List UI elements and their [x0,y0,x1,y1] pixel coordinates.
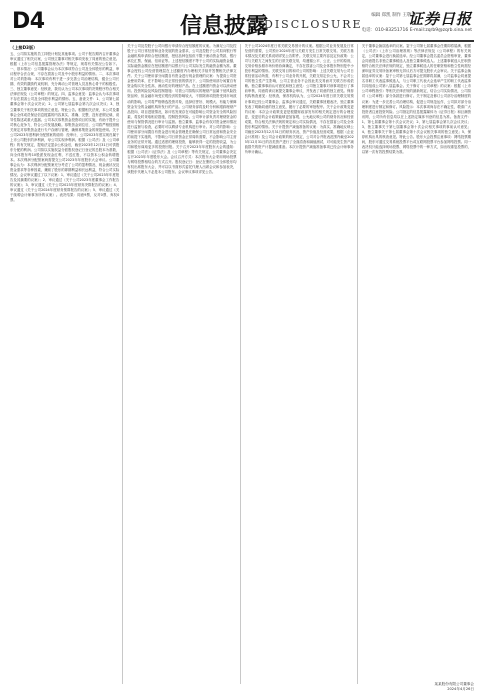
article-body [10,44,474,684]
column-text: 关于公司2024年度日常关联交易预计的议案。根据公司业务发展及日常经营的需要，公司预计2024年度与关联方发生日常关联交易。关联方基本情况及关联关系说明详见公告附件。关联交易主要内容及定价政策：公司与关联方之间发生的日常关联交易，均遵循公平、公正、公开的原则，交易价格参照市场价格协商确定，不存在损害公司及全体股东特别是中小股东利益的情形。关联交易目的和对公司的影响：上述关联交易为公司日常经营活动所需，有利于公司业务的开展，关联交易定价公允，不会对公司的独立性产生影响，公司主营业务不会因此类交易而对关联方形成依赖。独立董事事前认可意见和独立意见：公司独立董事对该事项进行了事前审核，同意将该议案提交董事会审议，并发表了同意的独立意见。保荐机构核查意见：经核查，保荐机构认为，公司2024年度日常关联交易预计事项已经公司董事会、监事会审议通过，关联董事回避表决，独立董事发表了明确同意的独立意见，履行了必要的审批程序。关于会计政策变更的议案：本次会计政策变更是根据财政部发布的相关规定进行的合理变更，变更后的会计政策能够更加客观、公允地反映公司的财务状况和经营成果，符合相关法律法规的规定和公司实际情况，不存在损害公司及全体股东利益的情形。关于计提资产减值准备的议案：为真实、准确地反映公司截至2023年12月31日的财务状况、资产价值及经营成果，根据《企业会计准则》及公司会计政策的相关规定，公司对合并报表范围内截至2023年12月31日的各类资产进行了全面清查和减值测试，对可能发生资产减值损失的资产计提减值准备。本次计提资产减值准备事项已经会计师事务所审计确认。 [244,44,354,154]
page-number: D4 [12,9,45,34]
masthead-right [322,8,472,36]
contact-info: 电话：010-83251716 E-mail:zqrb9@zqrb.sina.net [361,28,472,33]
text-column-2 [127,44,240,684]
text-column-3 [245,44,358,684]
column-text: 关于公司及控股子公司向银行申请综合授信额度的议案。为满足公司及控股子公司日常经营和业务发展的资金需求，公司及控股子公司拟向银行等金融机构申请综合授信额度，授信品种包括但不限于流动资金贷款、银行承兑汇票、保函、信用证等。上述授信额度不等于公司的实际融资金额，实际融资金额应在授信额度内以银行与公司实际发生的融资金额为准。董事会授权公司经营管理层在上述额度内办理相关手续并签署相关法律文件。关于公司使用部分闲置自有资金进行现金管理的议案：为提高公司资金使用效率，在不影响公司正常经营的情况下，公司拟使用部分闲置自有资金购买安全性高、流动性好的理财产品。在上述额度内资金可以滚动使用。投资风险及风险控制措施：尽管公司拟购买的理财产品属于低风险投资品种，但金融市场受宏观经济的影响较大，不排除该项投资受到市场波动的影响。公司将严格筛选投资对象，选择信誉好、规模大、有能力保障资金安全的金融机构所发行的产品。公司财务部将及时分析和跟踪理财产品投向、项目进展情况，如评估发现存在可能影响公司资金安全的风险因素，将及时采取相应措施，控制投资风险。公司审计部负责对理财资金的使用与保管情况进行审计与监督。独立董事、监事会有权对资金使用情况进行监督与检查，必要时可以聘请专业机构进行审计。对公司的影响：公司使用部分闲置自有资金进行现金管理是在确保公司日常运营和资金安全的前提下实施的，不影响公司日常资金正常周转需要，不会影响公司主营业务的正常开展。通过适度的理财投资，能够获得一定的投资收益，为公司和股东谋取更多的投资回报。关于召开2023年年度股东大会的通知：根据《公司法》《证券法》及《公司章程》等有关规定，公司董事会决定召开2023年年度股东大会。会议召开方式：本次股东大会采用现场投票与网络投票相结合的方式召开。股权登记日：登记在册的公司全体股东均有权出席股东大会，并可以以书面形式委托代理人出席会议和参加表决，该股东代理人不必是本公司股东。会议审议事项详见公告。 [127,44,237,175]
editor-credit: 编辑 郑凯 制作 王敬涛 [371,13,416,18]
text-column-4 [362,44,474,684]
masthead [10,6,474,42]
continuation-heading: （上接D3版） [10,45,38,50]
signature-block [364,682,474,692]
company-signature: 某某股份有限公司董事会 [434,681,474,686]
column-text: 关于董事会换届选举的议案。鉴于公司第七届董事会任期即将届满，根据《公司法》《上市公司治理准则》等法律法规及《公司章程》的有关规定，公司董事会进行换届选举。经公司董事会提名委员会资格审查，董事会同意提名非独立董事候选人及独立董事候选人。上述董事候选人任职资格符合相关法律法规的规定，独立董事候选人的任职资格和独立性尚需经深圳证券交易所备案审核无异议后方可提交股东大会审议。关于监事会换届选举的议案：鉴于公司第七届监事会任期即将届满，公司监事会同意提名非职工代表监事候选人，与公司职工代表大会选举产生的职工代表监事共同组成公司第八届监事会。关于修订《公司章程》的议案：根据《上市公司章程指引》等相关法律法规的最新规定，结合公司实际情况，公司拟对《公司章程》部分条款进行修订。关于制定及修订公司部分治理制度的议案：为进一步完善公司治理结构，促进公司规范运作，公司拟对部分治理制度进行制定和修订。风险提示：本次事项尚存在不确定性，敬请广大投资者注意投资风险。公司指定的信息披露媒体为《证券日报》和巨潮资讯网，公司所有信息均以在上述指定媒体刊登的信息为准。备查文件：1、第七届董事会第十次会议决议；2、第七届监事会第九次会议决议；3、独立董事关于第七届董事会第十次会议相关事项的事前认可意见；4、独立董事关于第七届董事会第十次会议相关事项的独立意见；5、保荐机构出具的核查意见。特此公告。股东大会投票注意事项：网络投票期间，股东可通过交易系统投票平台或互联网投票平台参加网络投票。同一表决权只能选择现场投票、网络投票中的一种方式，如出现重复投票的，以第一次有效投票结果为准。 [361,44,471,154]
signature-date: 2024年4月26日 [447,686,474,691]
column-text: 五、公司拟实施的员工持股计划及其他事项。公司于报告期内召开董事会审议通过了相关议案，公司独立董事对相关事项发表了同意的独立意见。根据《上市公司信息披露管理办法》等规定，现将有关情况公告如下。一、基本情况：公司董事会认为本次事项符合公司及全体股东的利益，审议程序合法合规，不存在损害公司及中小股东利益的情形。二、本次事项对公司的影响：本次事项有利于进一步完善公司治理结构，健全公司长期、有效的激励约束机制，充分调动公司管理人员及核心骨干的积极性。三、独立董事意见：经核查，我们认为公司本次事项的决策程序符合相关法律法规及《公司章程》的规定。四、监事会意见：监事会认为本次事项不存在损害公司及全体股东利益的情形。五、备查文件：1、公司第七届董事会第十次会议决议；2、公司第七届监事会第九次会议决议；3、独立董事关于相关事项的独立意见。特此公告。根据相关法规，本公司及董事会全体成员保证信息披露的内容真实、准确、完整，没有虚假记载、误导性陈述或重大遗漏。公司本次募集资金投资项目的实施，有助于提升公司核心竞争力，符合公司发展战略。募集资金到位后，公司将严格按照相关规定对募集资金进行专户存储与管理，确保募集资金的规范使用。关于公司2023年度利润分配预案的说明：经审计，公司2023年度实现归属于上市公司股东的净利润，母公司实现净利润。根据《公司法》及《公司章程》的有关规定，提取法定盈余公积金后，截至2023年12月31日可供股东分配的利润。公司拟以实施权益分派股权登记日登记的总股本为基数，向全体股东每10股派发现金红利，不送红股，不以资本公积金转增股本。本次利润分配预案尚需提交公司2023年年度股东大会审议。公司董事会认为：本次利润分配预案充分考虑了公司的盈利情况、现金流状况及资金需求等各种因素，兼顾了股东的即期利益和长远利益，符合公司实际情况。会议审议通过了以下议案：1、审议通过《关于公司2023年年度报告及其摘要的议案》；2、审议通过《关于公司2023年度董事会工作报告的议案》；3、审议通过《关于公司2023年度财务决算报告的议案》；4、审议通过《关于公司2024年度财务预算报告的议案》；5、审议通过《关于续聘会计师事务所的议案》。表决结果：同意9票，反对0票，弃权0票。 [10,52,120,203]
section-title-en: DISCLOSURE [264,18,363,31]
text-column-1 [10,44,123,684]
section-title-cn: 信息披露 [180,13,269,39]
newspaper-logo: 证券日报 [407,10,472,28]
